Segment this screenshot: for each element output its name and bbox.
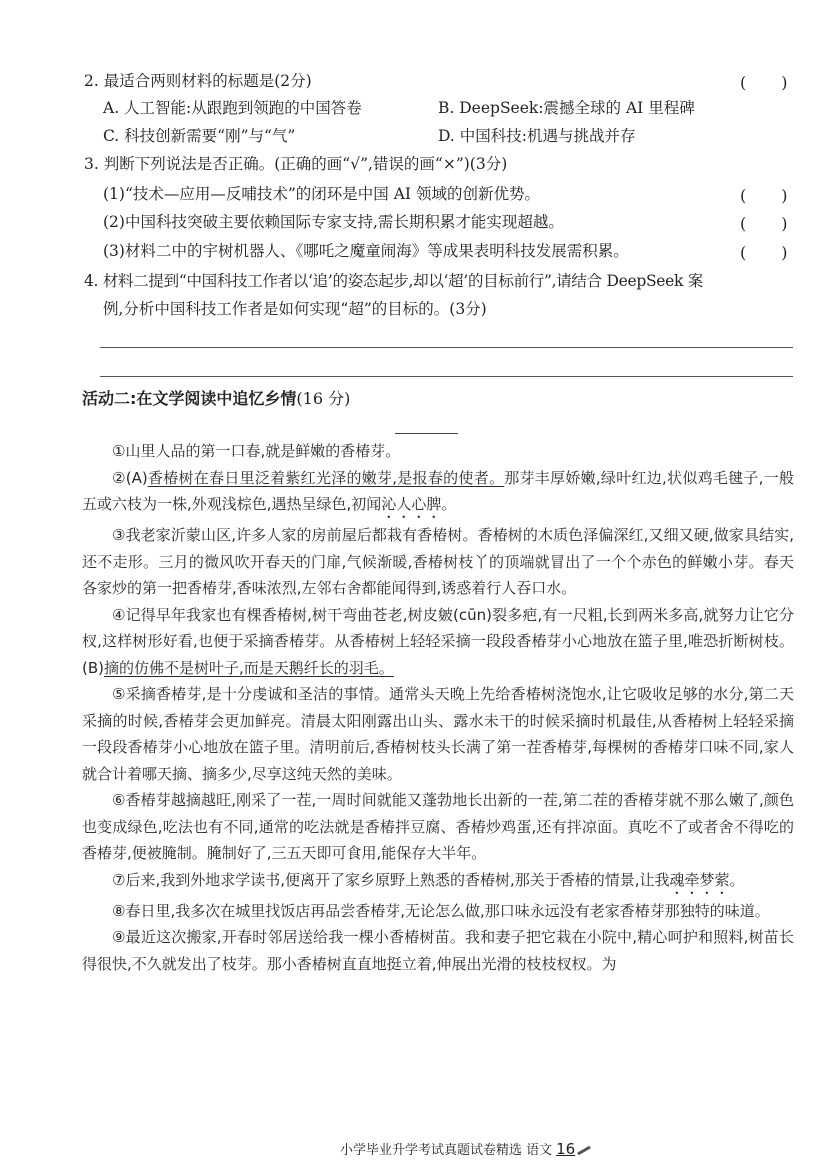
paragraph-3: ③我老家沂蒙山区,许多人家的房前屋后都栽有香椿树。香椿树的木质色泽偏深红,又细又硬,做家具结实,还不走形。三月的微风吹开春天的门扉,气候渐暖,香椿树枝丫的顶端就冒出了一个个赤色的鲜嫩小芽。春天各家炒的第一把香椿芽,香味浓烈,左邻右舍都能闻得到,诱惑着行人吞口水。 bbox=[82, 526, 794, 597]
title-placeholder-line bbox=[395, 433, 458, 434]
q3-item-1-paren: ( ) bbox=[740, 186, 789, 205]
q3-stem: 3. 判断下列说法是否正确。(正确的画“√”,错误的画“×”)(3分) bbox=[84, 155, 508, 173]
q3-item-3: (3)材料二中的宇树机器人、《哪吒之魔童闹海》等成果表明科技发展需积累。 bbox=[103, 242, 629, 260]
paragraph-2-body: 那芽丰厚娇嫩,绿叶红边,状似鸡毛毽子,一般五或六枝为一株,外观浅棕色,遇热呈绿色,初闻 bbox=[82, 468, 794, 513]
q4-stem-line2: 例,分析中国科技工作者是如何实现“超”的目标的。(3分) bbox=[103, 300, 487, 318]
q3-item-2-paren: ( ) bbox=[740, 214, 789, 233]
dotted-phrase-2: 魂牵梦萦 bbox=[669, 870, 730, 889]
paragraph-8: ⑧春日里,我多次在城里找饭店再品尝香椿芽,无论怎么做,那口味永远没有老家香椿芽那独特的味道。 bbox=[112, 901, 770, 920]
reading-passage bbox=[82, 438, 794, 977]
q2-answer-paren: ( ) bbox=[740, 73, 789, 92]
paragraph-1: ①山里人品的第一口春,就是鲜嫩的香椿芽。 bbox=[112, 442, 401, 460]
q2-stem: 2. 最适合两则材料的标题是(2分) bbox=[84, 72, 312, 90]
q3-item-2: (2)中国科技突破主要依赖国际专家支持,需长期积累才能实现超越。 bbox=[103, 213, 564, 231]
q4-stem-line1: 4. 材料二提到“中国科技工作者以‘追’的姿态起步,却以‘超’的目标前行”,请结合 DeepSeek 案 bbox=[84, 272, 703, 290]
sentence-b-underlined: 摘的仿佛不是树叶子,而是天鹅纤长的羽毛。 bbox=[104, 658, 394, 677]
paragraph-9: ⑨最近这次搬家,开春时邻居送给我一棵小香椿树苗。我和妻子把它栽在小院中,精心呵护和照料,树苗长得很快,不久就发出了枝芽。那小香椿树直直地挺立着,伸展出光滑的枝枝杈杈。为 bbox=[82, 928, 794, 973]
page-footer bbox=[340, 1139, 591, 1158]
answer-line-1 bbox=[100, 347, 793, 348]
q3-item-3-paren: ( ) bbox=[740, 243, 789, 262]
footer-text: 小学毕业升学考试真题试卷精选 语文 bbox=[340, 1143, 553, 1158]
activity-title: 活动二:在文学阅读中追忆乡情 bbox=[82, 389, 297, 408]
paragraph-7-body: ⑦后来,我到外地求学读书,便离开了家乡原野上熟悉的香椿树,那关于香椿的情景,让我 bbox=[112, 870, 670, 889]
paragraph-2-mark: ②(A) bbox=[112, 468, 148, 487]
dotted-phrase-1: 沁人心脾 bbox=[381, 495, 442, 513]
answer-line-2 bbox=[100, 376, 793, 377]
q2-option-a: A. 人工智能:从跟跑到领跑的中国答卷 bbox=[103, 99, 362, 117]
paragraph-7-end: 。 bbox=[729, 870, 745, 889]
page-number: 16 bbox=[556, 1140, 576, 1158]
q2-option-d: D. 中国科技:机遇与挑战并存 bbox=[438, 127, 636, 145]
pencil-icon bbox=[577, 1146, 591, 1156]
sentence-a-underlined: 香椿树在春日里泛着紫红光泽的嫩芽,是报春的使者。 bbox=[147, 468, 505, 487]
paragraph-2 bbox=[82, 465, 794, 523]
q2-option-c: C. 科技创新需要“刚”与“气” bbox=[103, 127, 296, 145]
paragraph-6: ⑥香椿芽越摘越旺,刚采了一茬,一周时间就能又蓬勃地长出新的一茬,第二茬的香椿芽就不那么嫩了,颜色也变成绿色,吃法也有不同,通常的吃法就是香椿拌豆腐、香椿炒鸡蛋,还有拌凉面。真吃不了或者舍不得吃的香椿芽,便被腌制。腌制好了,三五天即可食用,能保存大半年。 bbox=[82, 791, 794, 862]
paragraph-4 bbox=[82, 602, 794, 682]
paragraph-4-body: ④记得早年我家也有棵香椿树,树干弯曲苍老,树皮皴(cūn)裂多疤,有一尺粗,长到两米多高,就努力让它分杈,这样树形好看,也便于采摘香椿芽。从香椿树上轻轻采摘一段段香椿芽小心地放在篮子里,唯恐折断树枝。(B) bbox=[82, 605, 794, 677]
q3-item-1: (1)“技术—应用—反哺技术”的闭环是中国 AI 领域的创新优势。 bbox=[103, 185, 540, 203]
paragraph-5: ⑤采摘香椿芽,是十分虔诚和圣洁的事情。通常头天晚上先给香椿树浇饱水,让它吸收足够的水分,第二天采摘的时候,香椿芽会更加鲜亮。清晨太阳刚露出山头、露水未干的时候采摘时机最佳,从香椿树上轻轻采摘一段段香椿芽小心地放在篮子里。清明前后,香椿树枝头长满了第一茬香椿芽,每棵树的香椿芽口味不同,家人就合计着哪天摘、摘多少,尽享这纯天然的美味。 bbox=[82, 685, 794, 783]
paragraph-2-end: 。 bbox=[441, 495, 457, 513]
activity-heading bbox=[82, 386, 350, 409]
paragraph-7 bbox=[82, 867, 794, 898]
q2-option-b: B. DeepSeek:震撼全球的 AI 里程碑 bbox=[438, 99, 695, 117]
activity-points: (16 分) bbox=[296, 389, 351, 408]
